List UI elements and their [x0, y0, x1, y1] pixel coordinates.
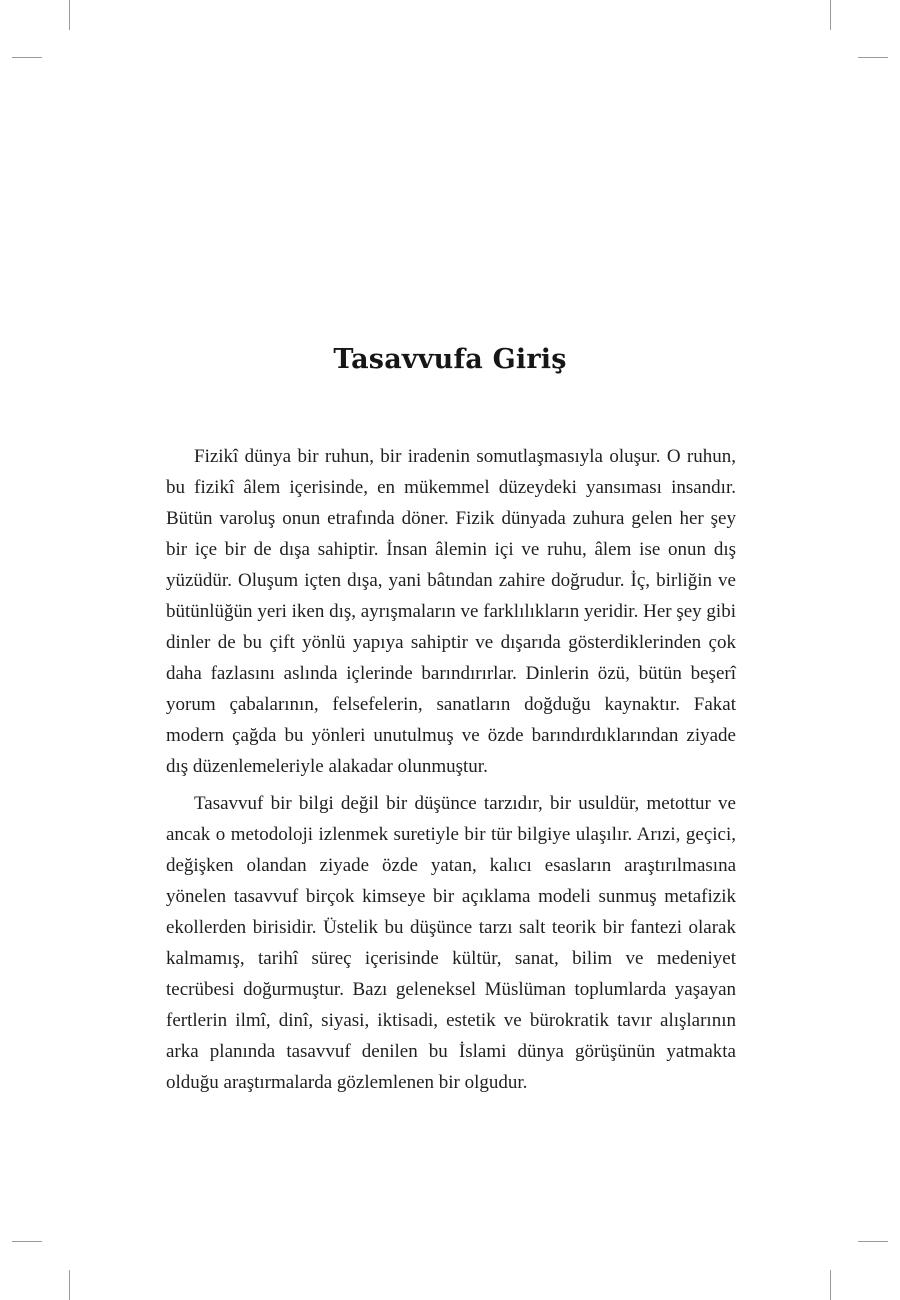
crop-mark-top-left-vertical: [69, 0, 70, 30]
crop-mark-bottom-left-vertical: [69, 1270, 70, 1300]
chapter-title: Tasavvufa Giriş: [333, 344, 567, 375]
chapter-body: [166, 441, 736, 1098]
crop-mark-top-left-horizontal: [12, 57, 42, 58]
crop-mark-bottom-left-horizontal: [12, 1241, 42, 1242]
body-paragraph-2: Tasavvuf bir bilgi değil bir düşünce tarzıdır, bir usuldür, metottur ve ancak o metodoloji izlenmek suretiyle bir tür bilgiye ulaşılır. Arızi, geçici, değişken olandan ziyade özde yatan, kalıcı esasların araştırılmasına yönelen tasavvuf birçok kimseye bir açıklama modeli sunmuş metafizik ekollerden birisidir. Üstelik bu düşünce tarzı salt teorik bir fantezi olarak kalmamış, tarihî süreç içerisinde kültür, sanat, bilim ve medeniyet tecrübesi doğurmuştur. Bazı geleneksel Müslüman toplumlarda yaşayan fertlerin ilmî, dinî, siyasi, iktisadi, estetik ve bürokratik tavır alışlarının arka planında tasavvuf denilen bu İslami dünya görüşünün yatmakta olduğu araştırmalarda gözlemlenen bir olgudur.: [166, 793, 736, 1093]
crop-mark-bottom-right-vertical: [830, 1270, 831, 1300]
crop-mark-top-right-vertical: [830, 0, 831, 30]
crop-mark-bottom-right-horizontal: [858, 1241, 888, 1242]
crop-mark-top-right-horizontal: [858, 57, 888, 58]
body-paragraph-1: Fizikî dünya bir ruhun, bir iradenin somutlaşmasıyla oluşur. O ruhun, bu fizikî âlem içerisinde, en mükemmel düzeydeki yansıması insandır. Bütün varoluş onun etrafında döner. Fizik dünyada zuhura gelen her şey bir içe bir de dışa sahiptir. İnsan âlemin içi ve ruhu, âlem ise onun dış yüzüdür. Oluşum içten dışa, yani bâtından zahire doğrudur. İç, birliğin ve bütünlüğün yeri iken dış, ayrışmaların ve farklılıkların yeridir. Her şey gibi dinler de bu çift yönlü yapıya sahiptir ve dışarıda gösterdiklerinden çok daha fazlasını aslında içlerinde barındırırlar. Dinlerin özü, bütün beşerî yorum çabalarının, felsefelerin, sanatların doğduğu kaynaktır. Fakat modern çağda bu yönleri unutulmuş ve özde barındırdıklarından ziyade dış düzenlemeleriyle alakadar olunmuştur.: [166, 446, 736, 777]
